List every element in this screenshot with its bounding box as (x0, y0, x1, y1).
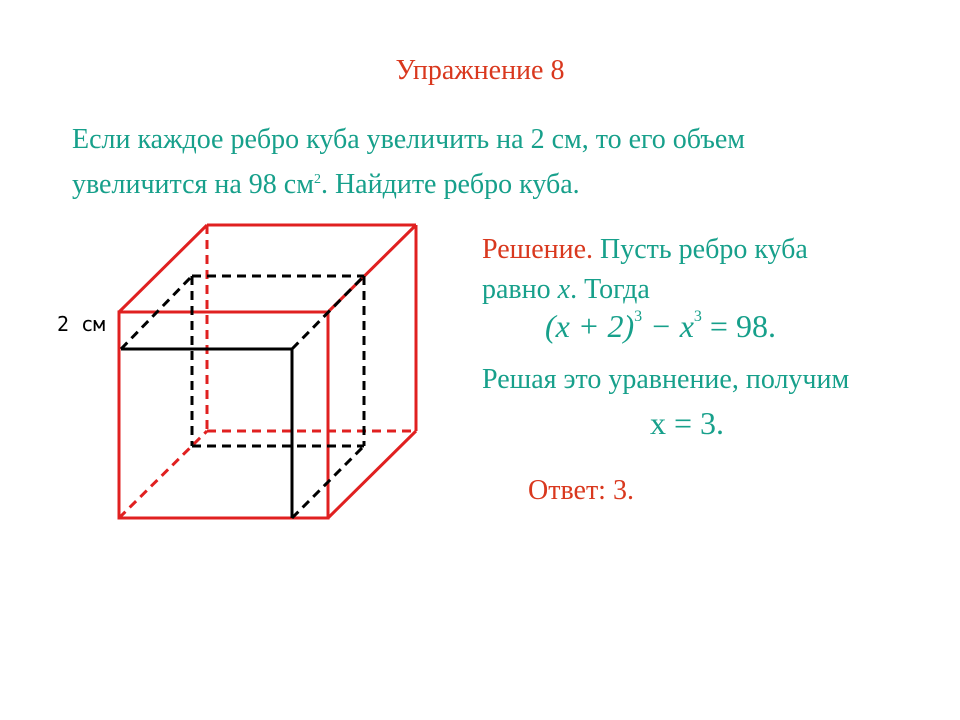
equation-1-exp-1: 3 (634, 308, 643, 325)
solution-text-1: Пусть ребро куба (593, 234, 808, 265)
problem-line-2-suffix: . Найдите ребро куба. (320, 169, 580, 200)
slide-title: Упражнение 8 (395, 55, 565, 86)
outer-cube (119, 225, 416, 518)
solution-intro (482, 230, 808, 310)
solution-text-2-suffix: . Тогда (570, 274, 650, 305)
outer-hidden-diagonal-edge (119, 431, 207, 518)
outer-top-right-edge (328, 225, 416, 312)
problem-line-2-sup: 2 (313, 172, 321, 187)
solution-lead: Решение. (482, 234, 594, 265)
answer: Ответ: 3. (528, 475, 634, 506)
equation-1 (545, 308, 776, 345)
equation-2: x = 3. (650, 405, 725, 441)
problem-line-2-prefix: увеличится на 98 см (72, 169, 314, 200)
solution-text-2-prefix: равно (482, 274, 558, 305)
solution-text-3: Решая это уравнение, получим (482, 364, 850, 395)
outer-top-left-edge (119, 225, 207, 312)
equation-1-left: (x + 2) (545, 308, 635, 344)
outer-right-bottom-edge (328, 431, 416, 518)
edge-label: 2 см (57, 312, 106, 336)
solution-line-2 (482, 270, 808, 310)
equation-1-right: = 98. (701, 308, 776, 344)
equation-1-mid: − x (642, 308, 694, 344)
solution-line-1 (482, 230, 808, 270)
solution-variable: x (557, 274, 571, 305)
problem-line-1: Если каждое ребро куба увеличить на 2 см, то его объем (72, 124, 745, 155)
equation-1-exp-2: 3 (693, 308, 702, 325)
